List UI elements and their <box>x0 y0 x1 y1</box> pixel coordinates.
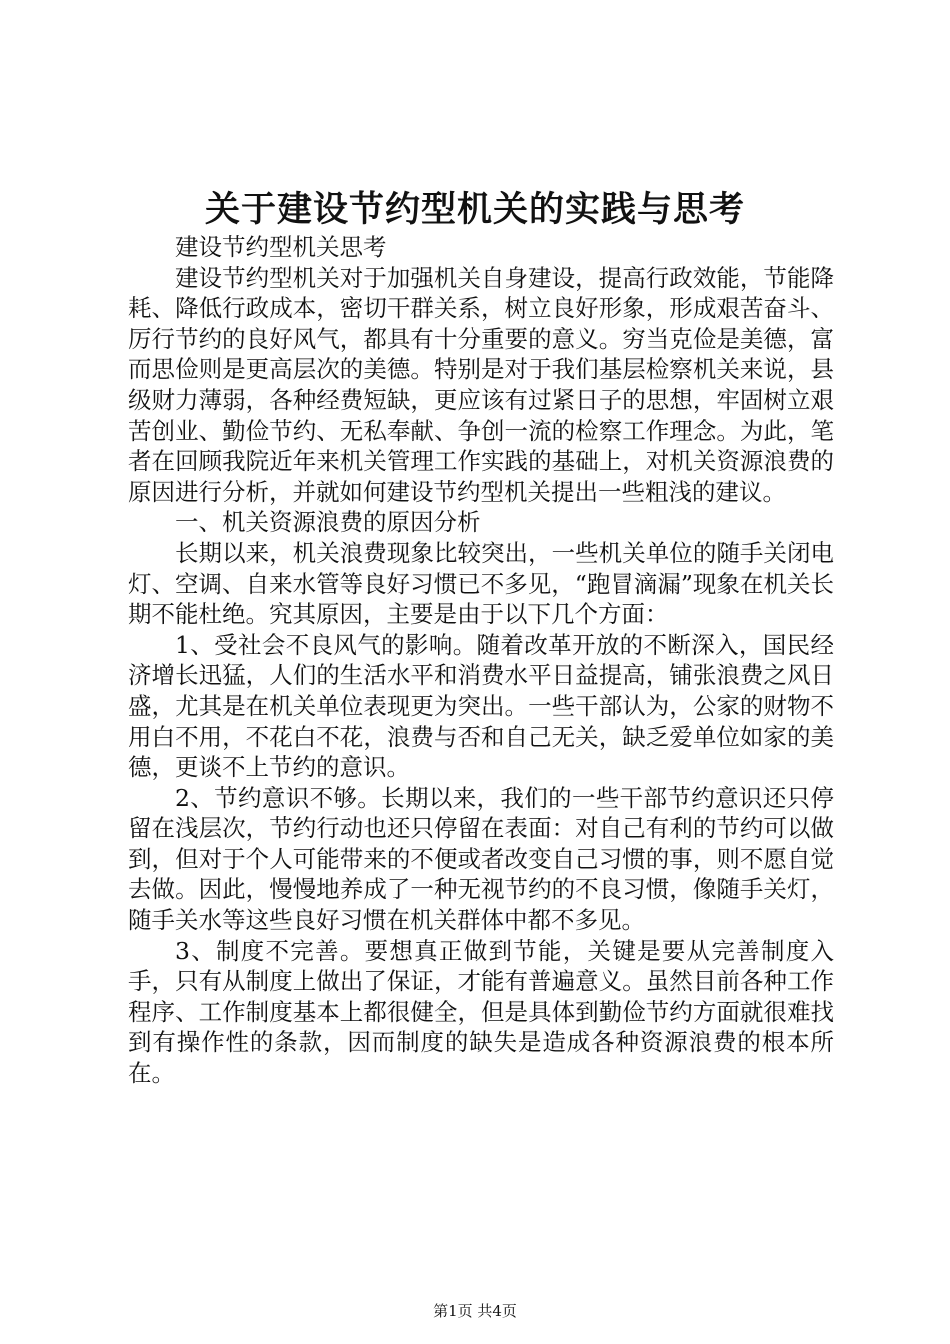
section-heading-causes: 一、机关资源浪费的原因分析 <box>175 508 481 537</box>
intro-paragraph: 建设节约型机关对于加强机关自身建设，提高行政效能，节能降耗、降低行政成本，密切干群关系，树立良好形象，形成艰苦奋斗、厉行节约的良好风气，都具有十分重要的意义。穷当克俭是美德，富而思俭则是更高层次的美德。特别是对于我们基层检察机关来说，县级财力薄弱，各种经费短缺，更应该有过紧日子的思想，牢固树立艰苦创业、勤俭节约、无私奉献、争创一流的检察工作理念。为此，笔者在回顾我院近年来机关管理工作实践的基础上，对机关资源浪费的原因进行分析，并就如何建设节约型机关提出一些粗浅的建议。 <box>128 263 834 506</box>
document-subtitle: 建设节约型机关思考 <box>175 233 387 261</box>
document-title: 关于建设节约型机关的实践与思考 <box>204 189 745 230</box>
cause-1-paragraph: 1、受社会不良风气的影响。随着改革开放的不断深入，国民经济增长迅猛，人们的生活水平和消费水平日益提高，铺张浪费之风日盛，尤其是在机关单位表现更为突出。一些干部认为，公家的财物不用白不用，不花白不花，浪费与否和自己无关，缺乏爱单位如家的美德，更谈不上节约的意识。 <box>128 630 834 782</box>
document-body <box>128 232 834 1089</box>
causes-intro-paragraph: 长期以来，机关浪费现象比较突出，一些机关单位的随手关闭电灯、空调、自来水管等良好习惯已不多见，“跑冒滴漏”现象在机关长期不能杜绝。究其原因，主要是由于以下几个方面： <box>128 538 834 629</box>
page-number-footer: 第1页 共4页 <box>433 1302 517 1320</box>
cause-3-paragraph: 3、制度不完善。要想真正做到节能，关键是要从完善制度入手，只有从制度上做出了保证，才能有普遍意义。虽然目前各种工作程序、工作制度基本上都很健全，但是具体到勤俭节约方面就很难找到有操作性的条款，因而制度的缺失是造成各种资源浪费的根本所在。 <box>128 936 834 1088</box>
cause-2-paragraph: 2、节约意识不够。长期以来，我们的一些干部节约意识还只停留在浅层次，节约行动也还只停留在表面：对自己有利的节约可以做到，但对于个人可能带来的不便或者改变自己习惯的事，则不愿自觉去做。因此，慢慢地养成了一种无视节约的不良习惯，像随手关灯，随手关水等这些良好习惯在机关群体中都不多见。 <box>128 783 834 935</box>
